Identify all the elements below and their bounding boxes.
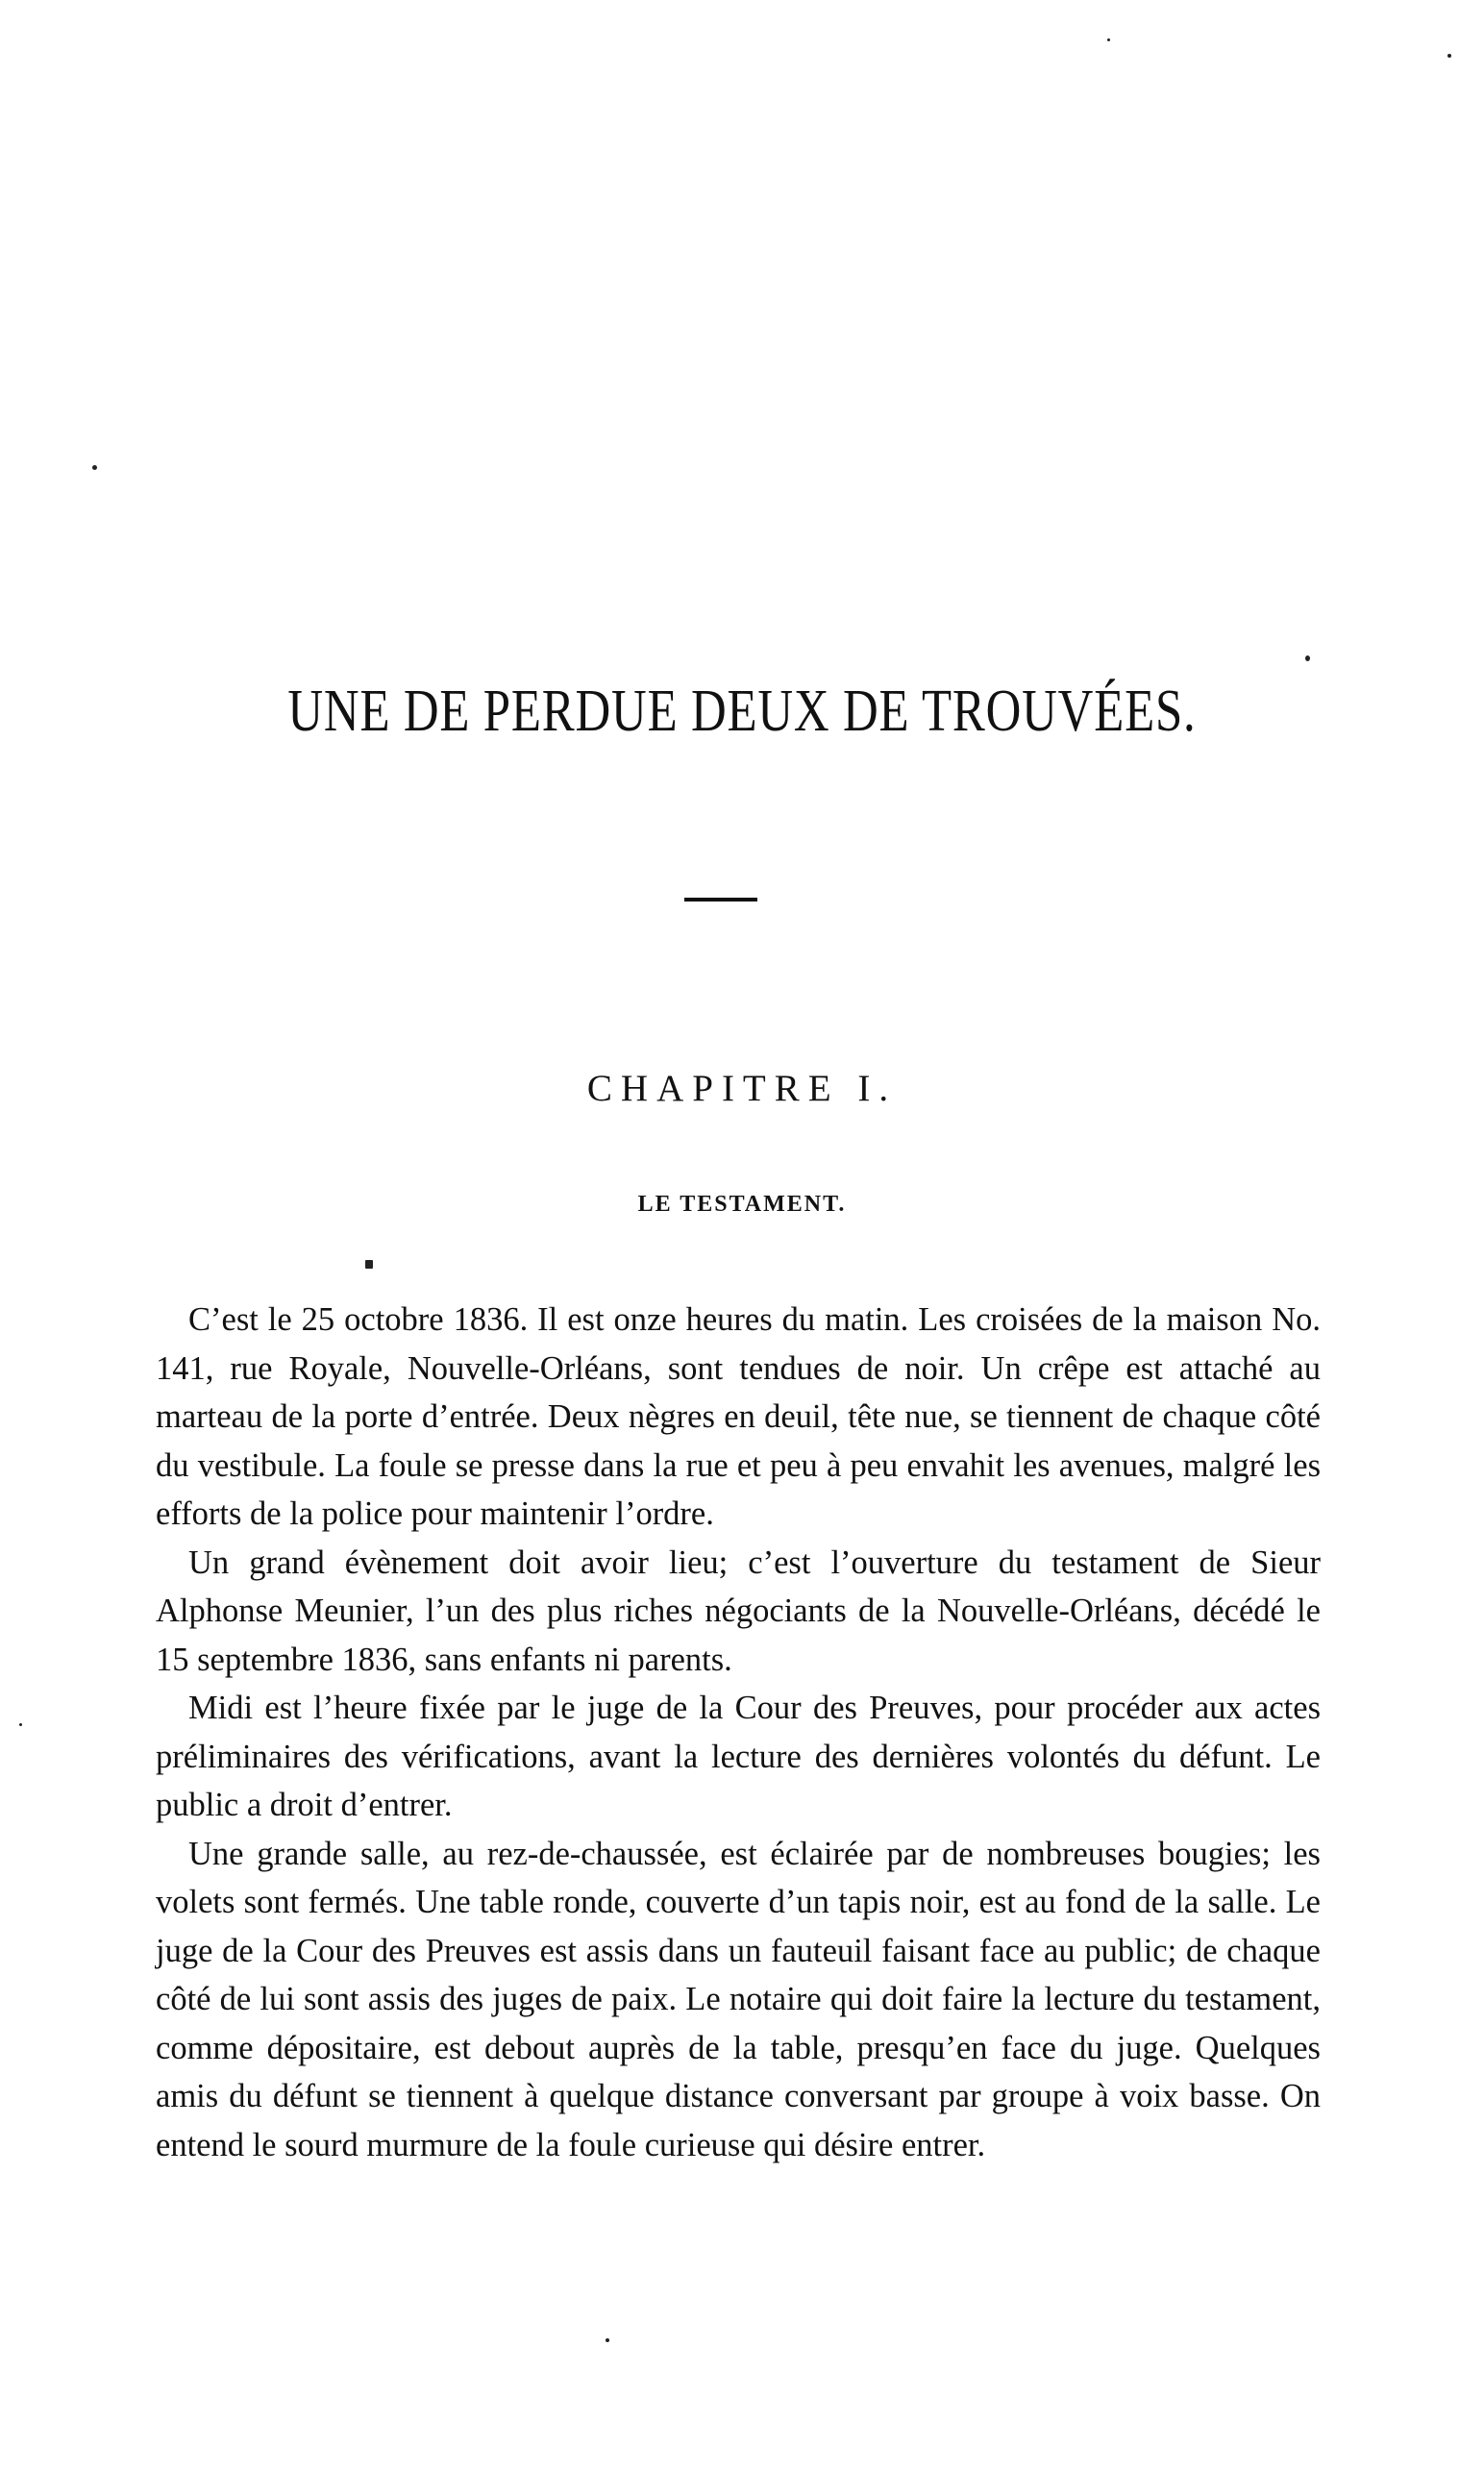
chapter-heading: CHAPITRE I.	[586, 1068, 898, 1109]
scan-speck	[19, 1723, 22, 1726]
page-title: UNE DE PERDUE DEUX DE TROUVÉES.	[287, 679, 1197, 744]
paragraph-3: Midi est l’heure fixée par le juge de la Cour des Preuves, pour procéder aux actes préliminaires des vérifications, avant la lecture des dernières volontés du défunt. Le public a droit d’entrer.	[156, 1690, 1321, 1823]
paragraph-1: C’est le 25 octobre 1836. Il est onze heures du matin. Les croisées de la maison No. 141, rue Royale, Nouvelle-Orléans, sont tendues de noir. Un crêpe est attaché au marteau de la porte d’entrée. Deux nègres en deuil, tête nue, se tiennent de chaque côté du vestibule. La foule se presse dans la rue et peu à peu envahit les avenues, malgré les efforts de la police pour maintenir l’ordre.	[156, 1301, 1321, 1532]
chapter-subtitle: LE TESTAMENT.	[637, 1192, 847, 1217]
scan-speck	[92, 465, 97, 470]
title-divider	[684, 898, 757, 902]
scan-speck	[365, 1260, 373, 1269]
scan-speck	[1107, 38, 1110, 41]
scan-speck	[606, 2338, 609, 2342]
paragraph-4: Une grande salle, au rez-de-chaussée, est éclairée par de nombreuses bougies; les volets sont fermés. Une table ronde, couverte d’un tapis noir, est au fond de la salle. Le juge de la Cour des Preuves est assis dans un fauteuil faisant face au public; de chaque côté de lui sont assis des juges de paix. Le notaire qui doit faire la lecture du testament, comme dépositaire, est debout auprès de la table, presqu’en face du juge. Quelques amis du défunt se tiennent à quelque distance conversant par groupe à voix basse. On entend le sourd murmure de la foule curieuse qui désire entrer.	[156, 1835, 1321, 2163]
paragraph-2: Un grand évènement doit avoir lieu; c’est l’ouverture du testament de Sieur Alphonse Meunier, l’un des plus riches négociants de la Nouvelle-Orléans, décédé le 15 septembre 1836, sans enfants ni parents.	[156, 1544, 1321, 1678]
scan-speck	[1305, 655, 1310, 661]
body-text	[156, 1296, 1321, 2169]
scan-speck	[1447, 54, 1451, 58]
